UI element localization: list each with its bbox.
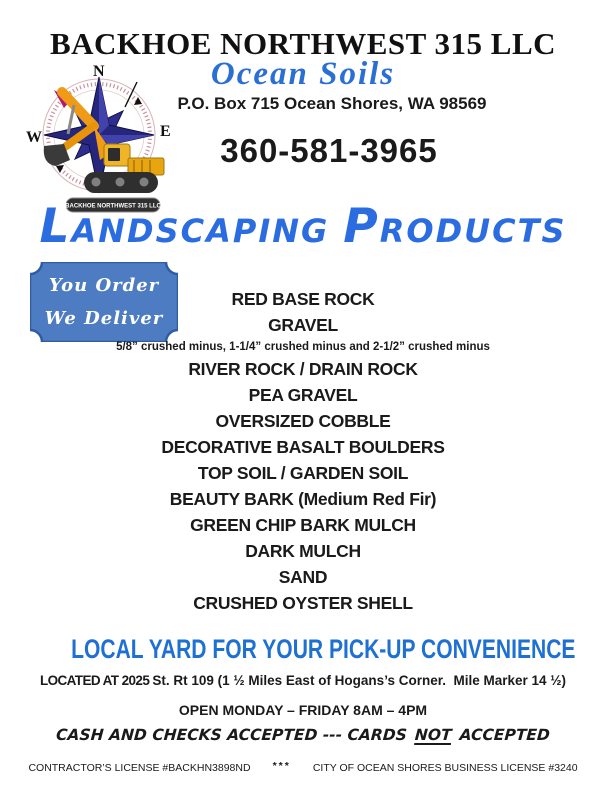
company-name: BACKHOE NORTHWEST 315 LLC <box>49 26 557 61</box>
pickup-headline-text: LOCAL YARD FOR YOUR PICK-UP CONVENIENCE <box>71 634 576 664</box>
phone-number: 360-581-3965 <box>220 132 438 169</box>
headline-word-landscaping: ANDSCAPING <box>71 212 330 250</box>
license-separator: *** <box>272 760 291 772</box>
payment-cash-text: CASH AND CHECKS ACCEPTED --- CARDS <box>55 726 408 744</box>
payment-not-word: NOT <box>414 726 453 744</box>
product-item: SAND <box>278 567 328 587</box>
headline-initial-p: P <box>343 199 380 254</box>
contractor-license: CONTRACTOR’S LICENSE #BACKHN3898ND <box>28 762 251 774</box>
product-item: RED BASE ROCK <box>231 289 375 309</box>
compass-w-label: W <box>26 129 42 146</box>
product-item: DARK MULCH <box>245 541 361 561</box>
compass-n-label: N <box>93 63 105 80</box>
payment-line <box>0 726 606 744</box>
hours-line: OPEN MONDAY – FRIDAY 8AM – 4PM <box>178 702 428 718</box>
product-item: GRAVEL <box>268 315 338 335</box>
badge-line-you-order: You Order <box>48 274 160 296</box>
product-item: CRUSHED OYSTER SHELL <box>193 593 413 613</box>
product-item: BEAUTY BARK (Medium Red Fir) <box>169 489 437 509</box>
product-item: DECORATIVE BASALT BOULDERS <box>161 437 445 457</box>
license-line <box>0 760 606 774</box>
headline-initial-l: L <box>39 199 72 254</box>
city-license: CITY OF OCEAN SHORES BUSINESS LICENSE #3240 <box>312 762 578 774</box>
location-line <box>0 673 606 688</box>
product-item: PEA GRAVEL <box>248 385 358 405</box>
landscaping-products-headline <box>0 198 606 260</box>
po-box-address: P.O. Box 715 Ocean Shores, WA 98569 <box>177 94 487 113</box>
badge-line-we-deliver: We Deliver <box>44 308 164 330</box>
location-prefix: LOCATED AT 2025 <box>39 673 153 688</box>
product-item: OVERSIZED COBBLE <box>215 411 391 431</box>
pickup-headline <box>0 634 606 665</box>
product-note: 5/8” crushed minus, 1-1/4” crushed minus and 2-1/2” crushed minus <box>116 341 490 353</box>
location-main: St. Rt 109 (1 ½ Miles East of Hogans’s Corner. Mile Marker 14 ½) <box>152 673 567 688</box>
headline-word-products: RODUCTS <box>379 212 567 250</box>
compass-e-label: E <box>160 123 171 140</box>
product-list <box>0 286 606 616</box>
brand-name: Ocean Soils <box>210 56 396 92</box>
logo-banner-text: BACKHOE NORTHWEST 315 LLC <box>65 203 161 210</box>
payment-accepted-text: ACCEPTED <box>458 726 551 744</box>
product-item: TOP SOIL / GARDEN SOIL <box>197 463 409 483</box>
product-item: GREEN CHIP BARK MULCH <box>190 515 416 535</box>
product-item: RIVER ROCK / DRAIN ROCK <box>188 359 418 379</box>
